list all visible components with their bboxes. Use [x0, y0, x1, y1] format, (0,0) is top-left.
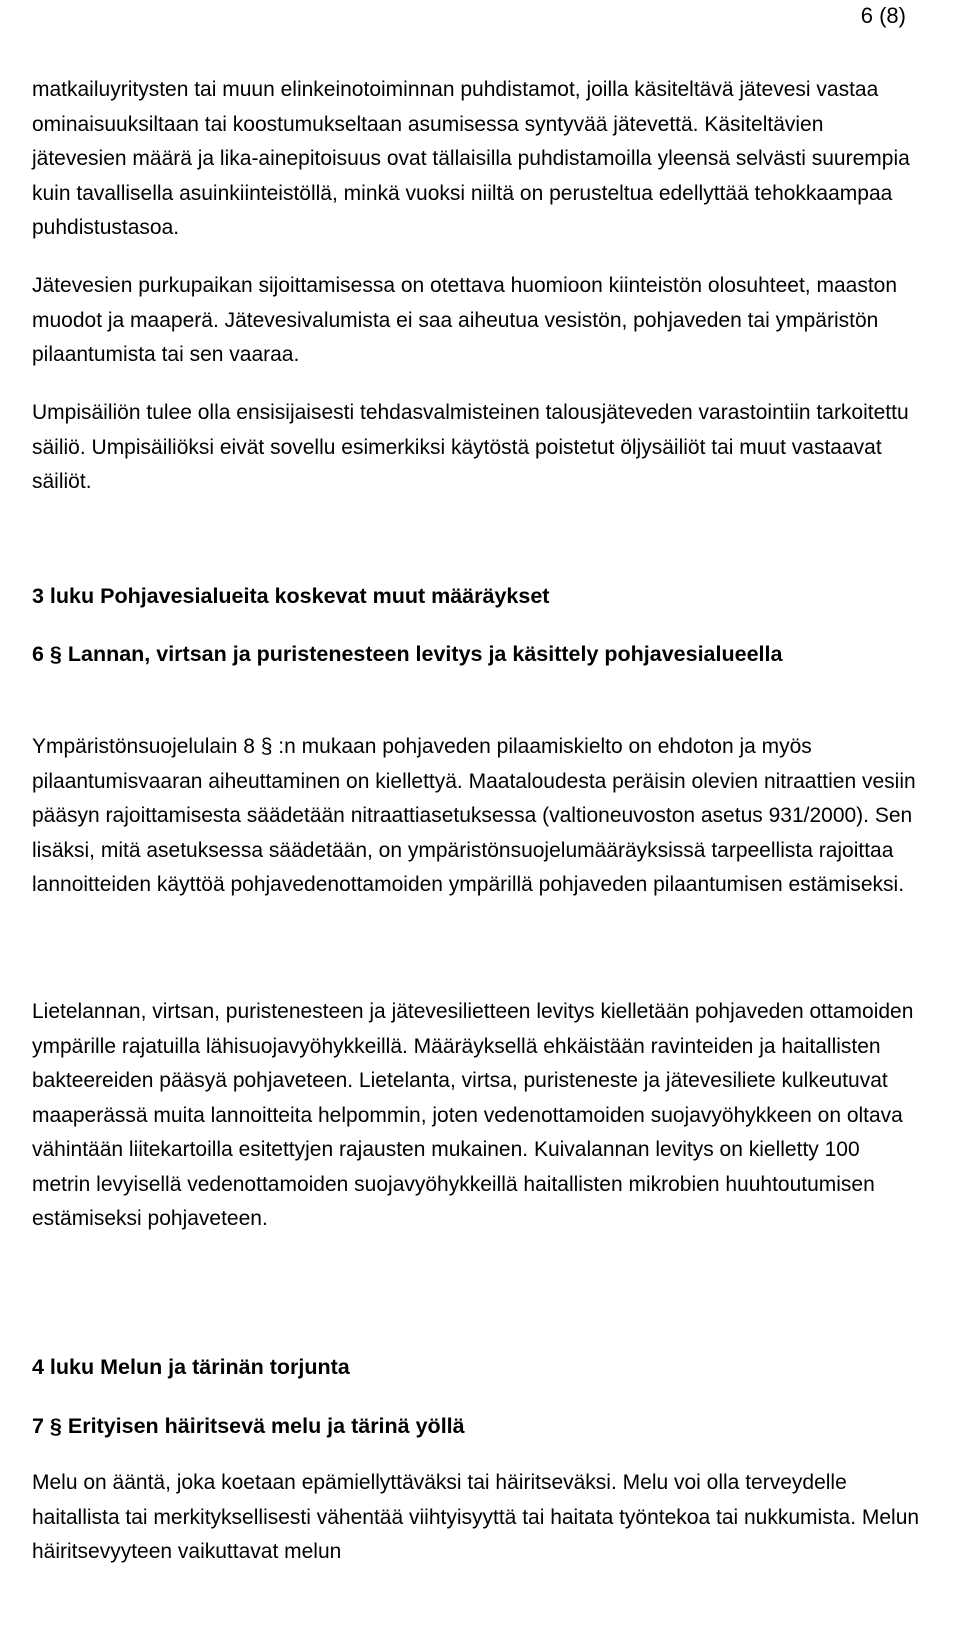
paragraph-holding-tank: Umpisäiliön tulee olla ensisijaisesti tehdasvalmisteinen talousjäteveden varastointiin tarkoitettu säiliö. Umpisäiliöksi eivät sovellu esimerkiksi käytöstä poistetut öljysäiliöt tai muut vastaavat säiliöt.: [32, 401, 909, 493]
paragraph-groundwater-protection: Ympäristönsuojelulain 8 § :n mukaan pohjaveden pilaamiskielto on ehdoton ja myös pilaantumisvaaran aiheuttaminen on kiellettyä. Maataloudesta peräisin olevien nitraattien vesiin pääsyn rajoittamisesta säädetään nitraattiasetuksessa (valtioneuvoston asetus 931/2000). Sen lisäksi, mitä asetuksessa säädetään, on ympäristönsuojelumääräyksissä tarpeellista rajoittaa lannoitteiden käyttöä pohjavedenottamoiden ympärillä pohjaveden pilaantumisen estämiseksi.: [32, 735, 916, 896]
chapter-4-heading: 4 luku Melun ja tärinän torjunta: [32, 1355, 350, 1379]
chapter-3-heading: 3 luku Pohjavesialueita koskevat muut määräykset: [32, 584, 550, 608]
page-number: 6 (8): [860, 3, 906, 28]
paragraph-noise-definition: Melu on ääntä, joka koetaan epämiellyttäväksi tai häiritseväksi. Melu voi olla terveydelle haitallista tai merkityksellisesti vähentää viihtyisyyttä tai haitata työntekoa tai nukkumista. Melun häiritsevyyteen vaikuttavat melun: [32, 1471, 920, 1563]
section-6-heading: 6 § Lannan, virtsan ja puristenesteen levitys ja käsittely pohjavesialueella: [32, 642, 783, 666]
paragraph-slurry-spreading: Lietelannan, virtsan, puristenesteen ja jätevesilietteen levitys kielletään pohjaveden ottamoiden ympärille rajatuilla lähisuojavyöhykkeillä. Määräyksellä ehkäistään ravinteiden ja haitallisten bakteereiden pääsyä pohjaveteen. Lietelanta, virtsa, puristeneste ja jätevesiliete kulkeutuvat maaperässä muita lannoitteita helpommin, joten vedenottamoiden suojavyöhykkeen on oltava vähintään liitekartoilla esitettyjen rajausten mukainen. Kuivalannan levitys on kielletty 100 metrin levyisellä vedenottamoiden suojavyöhykkeillä haitallisten mikrobien huuhtoutumisen estämiseksi pohjaveteen.: [32, 1000, 914, 1230]
paragraph-discharge-location: Jätevesien purkupaikan sijoittamisessa on otettava huomioon kiinteistön olosuhteet, maaston muodot ja maaperä. Jätevesivalumista ei saa aiheutua vesistön, pohjaveden tai ympäristön pilaantumista tai sen vaaraa.: [32, 274, 898, 366]
paragraph-wastewater-treatment: matkailuyritysten tai muun elinkeinotoiminnan puhdistamot, joilla käsiteltävä jätevesi vastaa ominaisuuksiltaan tai koostumukseltaan asumisessa syntyvää jätevettä. Käsiteltävien jätevesien määrä ja lika-ainepitoisuus ovat tällaisilla puhdistamoilla yleensä selvästi suurempia kuin tavallisella asuinkiinteistöllä, minkä vuoksi niiltä on perusteltua edellyttää tehokkaampaa puhdistustasoa.: [32, 78, 910, 239]
section-7-heading: 7 § Erityisen häiritsevä melu ja tärinä yöllä: [32, 1414, 465, 1438]
